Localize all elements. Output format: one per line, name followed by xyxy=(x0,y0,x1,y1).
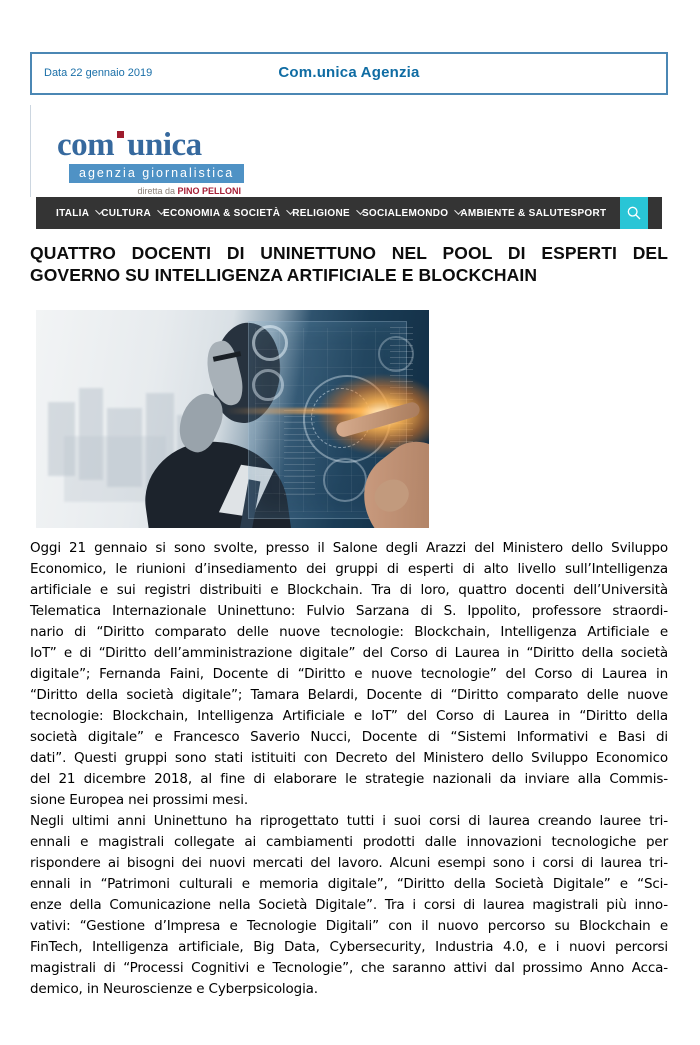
text-line: Economico, le riunioni d’insediamento dei gruppi di esperti di alto livello sull’Intelligenza xyxy=(30,561,668,577)
text-line: vativi: “Gestione d’Impresa e Tecnologie Digitali” con il nuovo percorso su Blockchain e xyxy=(30,918,668,934)
text-line: tecnologie: Blockchain, Intelligenza Artificiale e IoT” del Corso di Laurea in “Diritto della xyxy=(30,708,668,724)
text-line: rispondere ai bisogni dei nuovi mercati del lavoro. Alcuni esempi sono i corsi di laurea tri- xyxy=(30,855,668,871)
text-line: enze della Comunicazione nella Società Digitale”. Tra i corsi di laurea magistrali più inno- xyxy=(30,897,668,913)
text-line: QUATTRO DOCENTI DI UNINETTUNO NEL POOL DI ESPERTI DEL xyxy=(30,243,668,263)
logo-word-left: com xyxy=(57,127,115,163)
logo-directed-by xyxy=(81,186,241,196)
nav-item-label: SOCIALE xyxy=(361,207,409,219)
nav-items xyxy=(36,197,620,229)
text-line: società digitale” e Francesco Saverio Nucci, Docente di “Sistemi Informativi e Basi di xyxy=(30,729,668,745)
main-nav xyxy=(36,197,662,229)
nav-item-sociale[interactable] xyxy=(362,208,409,219)
directed-by-name: PINO PELLONI xyxy=(177,186,241,196)
article-body xyxy=(30,538,668,1000)
text-line: “Diritto della società digitale”; Tamara Belardi, Docente di “Diritto comparato delle nuove xyxy=(30,687,668,703)
text-line: GOVERNO SU INTELLIGENZA ARTIFICIALE E BLOCKCHAIN xyxy=(30,264,538,285)
agency-title: Com.unica Agenzia xyxy=(278,64,420,81)
logo-word-right: unica xyxy=(127,127,202,163)
nav-item-label: MONDO xyxy=(408,207,449,219)
text-line: IoT” e di “Diritto dell’amministrazione digitale” del Corso di Laurea in “Diritto della società xyxy=(30,645,668,661)
text-line: dati”. Questi gruppi sono stati istituiti con Decreto del Ministero dello Sviluppo Economico xyxy=(30,750,668,766)
text-line: nario di “Diritto comparato delle nuove tecnologie: Blockchain, Intelligenza Artificiale e xyxy=(30,624,668,640)
page-date: Data 22 gennaio 2019 xyxy=(44,67,153,79)
text-line: Negli ultimi anni Uninettuno ha riprogettato tutti i suoi corsi di laurea creando lauree tri- xyxy=(30,813,668,829)
text-line: ennali in “Patrimoni culturali e memoria digitale”, “Diritto della Società Digitale” e “Sci- xyxy=(30,876,668,892)
nav-item-economia-societa[interactable] xyxy=(163,208,292,219)
page-header xyxy=(30,52,668,95)
text-line: ennali e magistrali collegate ai cambiamenti prodotti dalle innovazioni tecnologiche per xyxy=(30,834,668,850)
nav-item-label: ITALIA xyxy=(56,207,90,219)
text-line: Oggi 21 gennaio si sono svolte, presso il Salone degli Arazzi del Ministero dello Sviluppo xyxy=(30,540,668,556)
nav-item-italia[interactable] xyxy=(56,208,101,219)
text-line: sione Europea nei prossimi mesi. xyxy=(30,792,248,808)
text-line: artificiale e sui registri distribuiti e Blockchain. Tra di loro, quattro docenti dell’Università xyxy=(30,582,668,598)
nav-item-ambiente-salute[interactable] xyxy=(460,208,570,219)
nav-item-mondo[interactable] xyxy=(409,208,461,219)
nav-item-label: ECONOMIA & SOCIETÀ xyxy=(162,207,281,219)
text-line: digitale”; Fernanda Faini, Docente di “Diritto e nuove tecnologie” del Corso di Laurea in xyxy=(30,666,668,682)
nav-item-cultura[interactable] xyxy=(101,208,163,219)
directed-by-prefix: diretta da xyxy=(137,186,178,196)
search-button[interactable] xyxy=(620,197,648,229)
logo-wordmark xyxy=(57,128,244,162)
frame-border-artifact xyxy=(30,105,31,197)
nav-item-label: RELIGIONE xyxy=(292,207,350,219)
nav-item-sport[interactable] xyxy=(570,208,606,219)
article-image xyxy=(36,310,429,528)
text-line: magistrali di “Processi Cognitivi e Tecnologie”, che saranno attivi dal prossimo Anno Acca- xyxy=(30,960,668,976)
nav-item-label: SPORT xyxy=(570,207,607,219)
text-line: FinTech, Intelligenza artificiale, Big Data, Cybersecurity, Industria 4.0, e i nuovi percorsi xyxy=(30,939,668,955)
text-line: demico, in Neuroscienze e Cyberpsicologia. xyxy=(30,981,318,997)
nav-item-label: CULTURA xyxy=(101,207,151,219)
logo-tagline: agenzia giornalistica xyxy=(69,164,244,183)
logo[interactable] xyxy=(57,128,244,196)
nav-item-label: AMBIENTE & SALUTE xyxy=(460,207,571,219)
nav-item-religione[interactable] xyxy=(292,208,362,219)
text-line: Telematica Internazionale Uninettuno: Fulvio Sarzana di S. Ippolito, professore straordi- xyxy=(30,603,668,619)
text-line: del 21 dicembre 2018, al fine di elaborare le strategie nazionali da inviare alla Commis- xyxy=(30,771,668,787)
article-title xyxy=(30,243,668,286)
logo-dot xyxy=(117,131,124,138)
search-icon xyxy=(626,205,642,221)
image-holo-ring xyxy=(252,369,284,401)
